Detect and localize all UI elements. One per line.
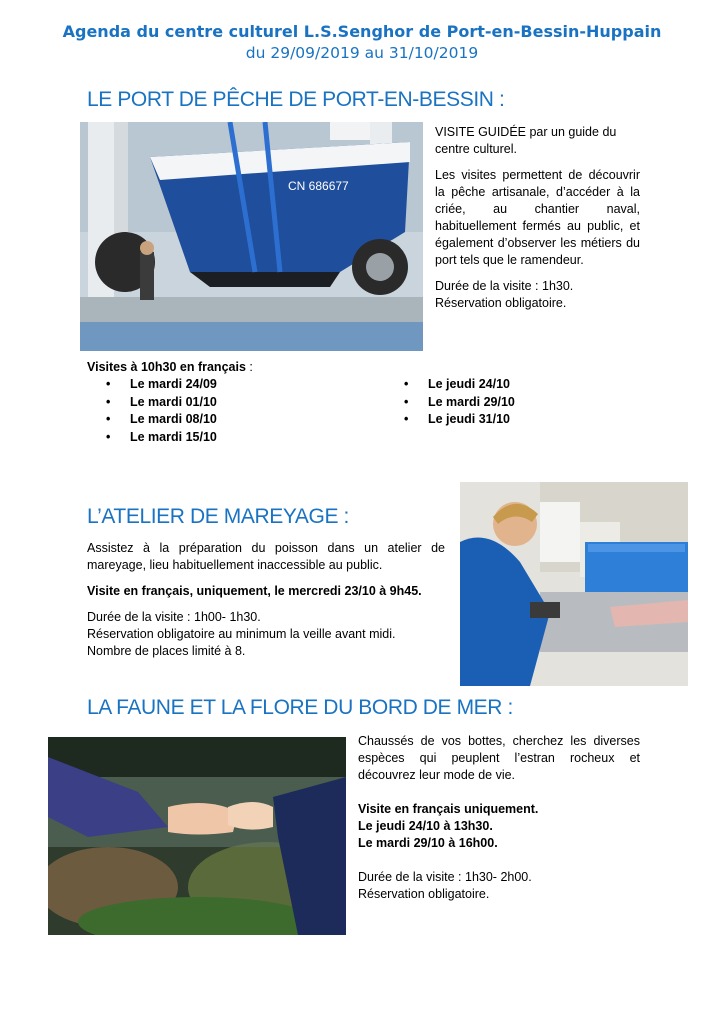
fish-workshop-photo (460, 482, 688, 686)
guided-visit-text: VISITE GUIDÉE par un guide du centre culturel. (435, 125, 617, 156)
visit-dates-left (106, 376, 306, 446)
mareyage-duration: Durée de la visite : 1h00- 1h30. (87, 610, 261, 624)
list-item: • Le mardi 01/10 (106, 394, 306, 412)
seashore-date-1: Le jeudi 24/10 à 13h30. (358, 819, 493, 833)
seashore-duration: Durée de la visite : 1h30- 2h00. (358, 870, 532, 884)
visit-dates-right (404, 376, 604, 429)
seashore-date-2: Le mardi 29/10 à 16h00. (358, 836, 498, 850)
list-item: • Le mardi 29/10 (404, 394, 604, 412)
mareyage-visit-date: Visite en français, uniquement, le mercredi 23/10 à 9h45. (87, 584, 422, 598)
seashore-visit-label: Visite en français uniquement. (358, 802, 539, 816)
section-port-title: LE PORT DE PÊCHE DE PORT-EN-BESSIN : (87, 88, 505, 111)
section-mareyage-description (87, 540, 445, 660)
section-seashore-description (358, 733, 640, 903)
page-date-range: du 29/09/2019 au 31/10/2019 (245, 44, 479, 62)
visits-label-suffix: : (245, 360, 253, 374)
section-seashore-title: LA FAUNE ET LA FLORE DU BORD DE MER : (87, 696, 513, 719)
visits-label: Visites à 10h30 en français (87, 360, 246, 374)
seashore-reservation: Réservation obligatoire. (358, 887, 490, 901)
mareyage-places: Nombre de places limité à 8. (87, 644, 246, 658)
list-item: • Le jeudi 31/10 (404, 411, 604, 429)
page-title: Agenda du centre culturel L.S.Senghor de Port-en-Bessin-Huppain (62, 22, 662, 41)
port-visit-reservation: Réservation obligatoire. (435, 296, 567, 310)
list-item: • Le mardi 24/09 (106, 376, 306, 394)
section-port-description (435, 124, 640, 312)
port-visit-duration: Durée de la visite : 1h30. (435, 279, 574, 293)
visits-heading (87, 359, 387, 376)
list-item: • Le mardi 08/10 (106, 411, 306, 429)
list-item: • Le mardi 15/10 (106, 429, 306, 447)
rockpool-hands-photo (48, 737, 346, 935)
fishing-boat-photo (80, 122, 423, 351)
mareyage-intro: Assistez à la préparation du poisson dans un atelier de mareyage, lieu habituellement inaccessible au public. (87, 541, 445, 572)
list-item: • Le jeudi 24/10 (404, 376, 604, 394)
seashore-intro: Chaussés de vos bottes, cherchez les diverses espèces qui peuplent l’estran rocheux et découvrez leur mode de vie. (358, 734, 640, 782)
port-visit-details: Les visites permettent de découvrir la pêche artisanale, d’accéder à la criée, au chantier naval, habituellement fermés au public, et également d’observer les métiers du port tels que le ramendeur. (435, 168, 640, 267)
boat-registration-label: CN 686677 (288, 179, 349, 193)
section-mareyage-title: L’ATELIER DE MAREYAGE : (87, 505, 349, 528)
mareyage-reservation: Réservation obligatoire au minimum la veille avant midi. (87, 627, 396, 641)
